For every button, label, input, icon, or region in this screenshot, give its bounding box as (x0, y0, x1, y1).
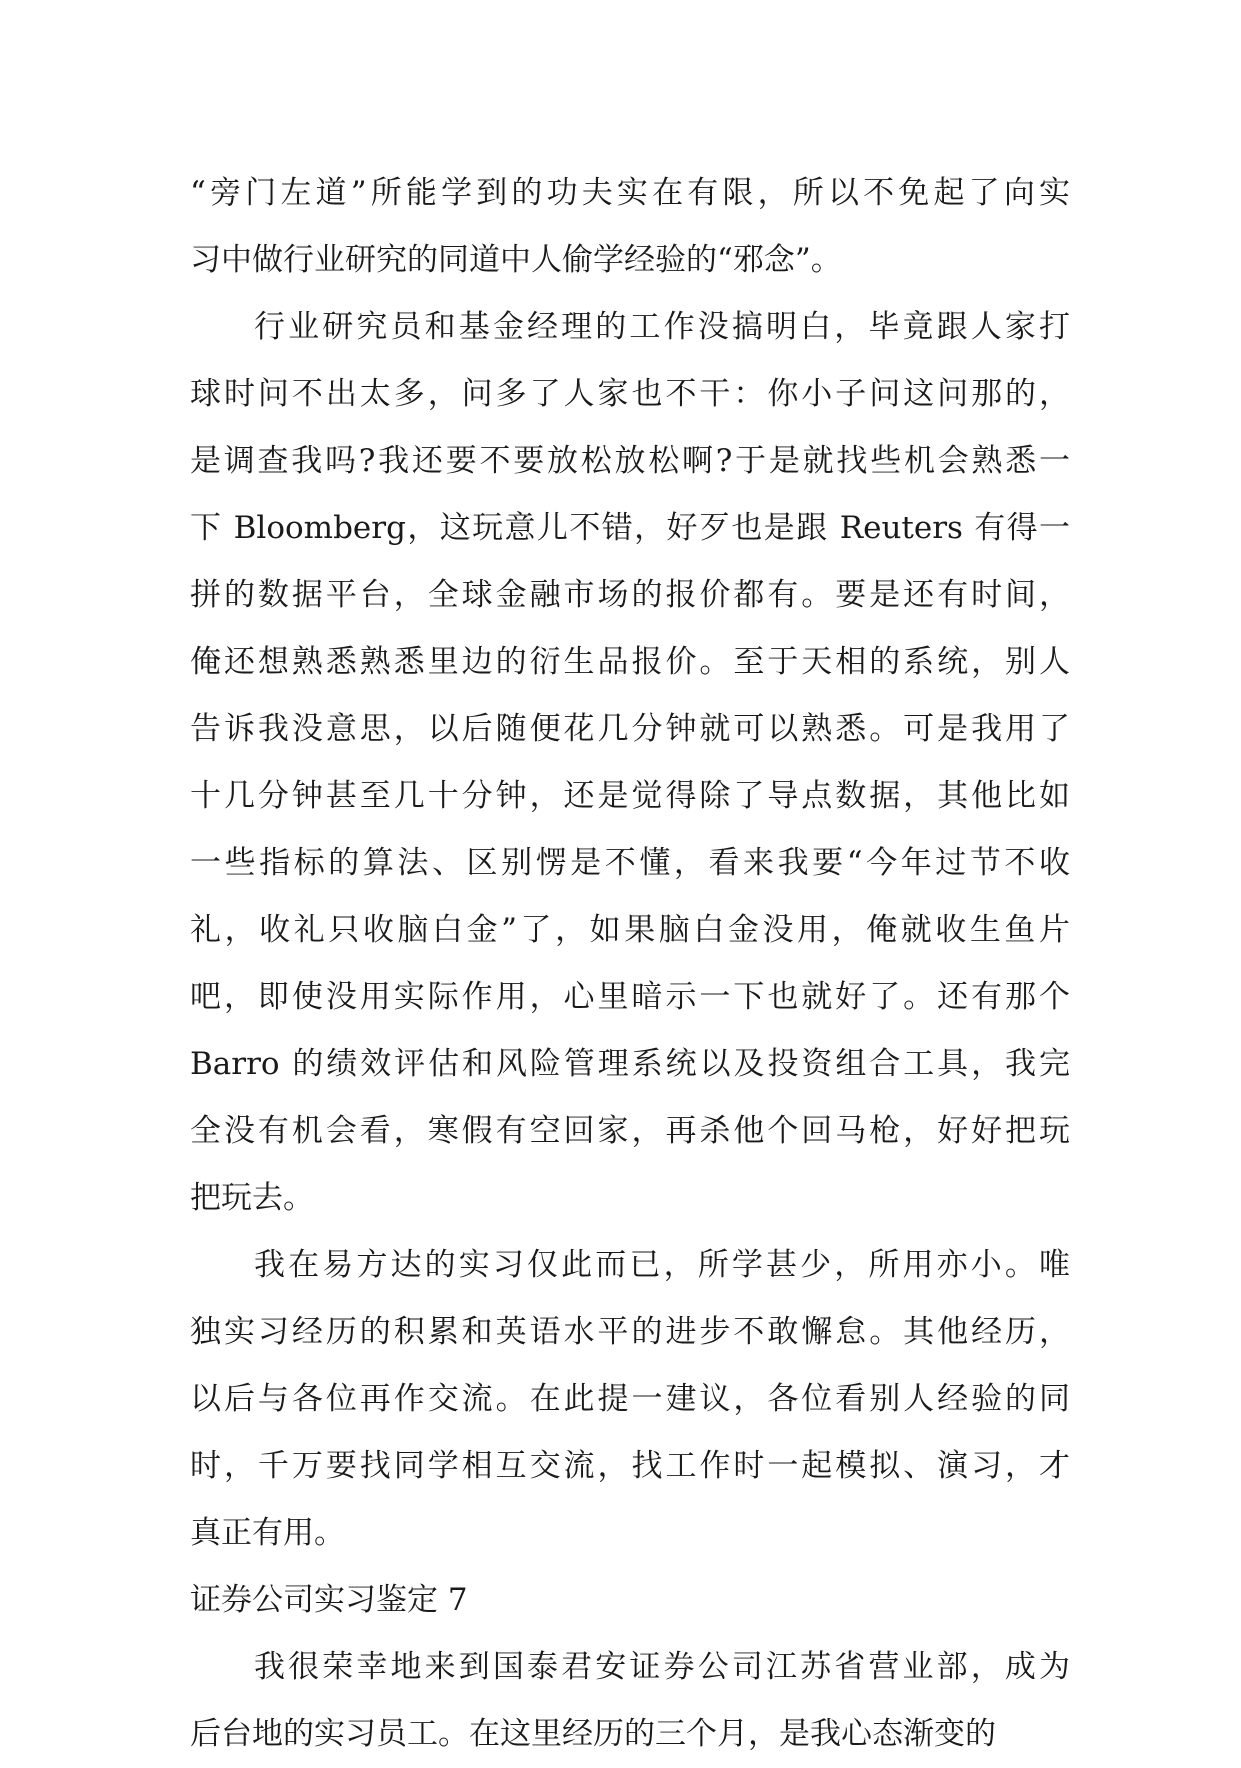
text-line: 后台地的实习员工。在这里经历的三个月，是我心态渐变的 (190, 1716, 996, 1752)
text-line: 告诉我没意思，以后随便花几分钟就可以熟悉。可是我用了 (190, 711, 1070, 747)
text-line: 全没有机会看，寒假有空回家，再杀他个回马枪，好好把玩 (190, 1113, 1070, 1149)
document-body (190, 160, 1070, 1768)
text-line: 下 Bloomberg，这玩意儿不错，好歹也是跟 Reuters 有得一 (190, 510, 1070, 546)
section-heading (190, 1567, 1070, 1634)
text-line: 十几分钟甚至几十分钟，还是觉得除了导点数据，其他比如 (190, 778, 1070, 814)
text-line: 把玩去。 (190, 1180, 314, 1216)
text-line: 球时问不出太多，问多了人家也不干：你小子问这问那的， (190, 376, 1070, 412)
text-line: 我在易方达的实习仅此而已，所学甚少，所用亦小。唯 (254, 1247, 1070, 1283)
text-line: 以后与各位再作交流。在此提一建议，各位看别人经验的同 (190, 1381, 1070, 1417)
text-line: 行业研究员和基金经理的工作没搞明白，毕竟跟人家打 (254, 309, 1070, 345)
text-line: Barro 的绩效评估和风险管理系统以及投资组合工具，我完 (190, 1046, 1070, 1082)
paragraph (190, 1232, 1070, 1567)
text-line: 礼，收礼只收脑白金”了，如果脑白金没用，俺就收生鱼片 (190, 912, 1070, 948)
paragraph (190, 160, 1070, 294)
text-line: 真正有用。 (190, 1515, 345, 1551)
text-line: 习中做行业研究的同道中人偷学经验的“邪念”。 (190, 242, 842, 278)
text-line: 吧，即使没用实际作用，心里暗示一下也就好了。还有那个 (190, 979, 1070, 1015)
text-line: 我很荣幸地来到国泰君安证券公司江苏省营业部，成为 (254, 1649, 1070, 1685)
text-line: 独实习经历的积累和英语水平的进步不敢懈怠。其他经历， (190, 1314, 1070, 1350)
text-line: 拼的数据平台，全球金融市场的报价都有。要是还有时间， (190, 577, 1070, 613)
paragraph (190, 294, 1070, 1232)
text-line: 俺还想熟悉熟悉里边的衍生品报价。至于天相的系统，别人 (190, 644, 1070, 680)
text-line: 是调查我吗?我还要不要放松放松啊?于是就找些机会熟悉一 (190, 443, 1070, 479)
heading-text: 证券公司实习鉴定 7 (190, 1582, 468, 1618)
paragraph (190, 1634, 1070, 1768)
text-line: 时，千万要找同学相互交流，找工作时一起模拟、演习，才 (190, 1448, 1070, 1484)
text-line: 一些指标的算法、区别愣是不懂，看来我要“今年过节不收 (190, 845, 1070, 881)
text-line: “旁门左道”所能学到的功夫实在有限，所以不免起了向实 (190, 175, 1070, 211)
